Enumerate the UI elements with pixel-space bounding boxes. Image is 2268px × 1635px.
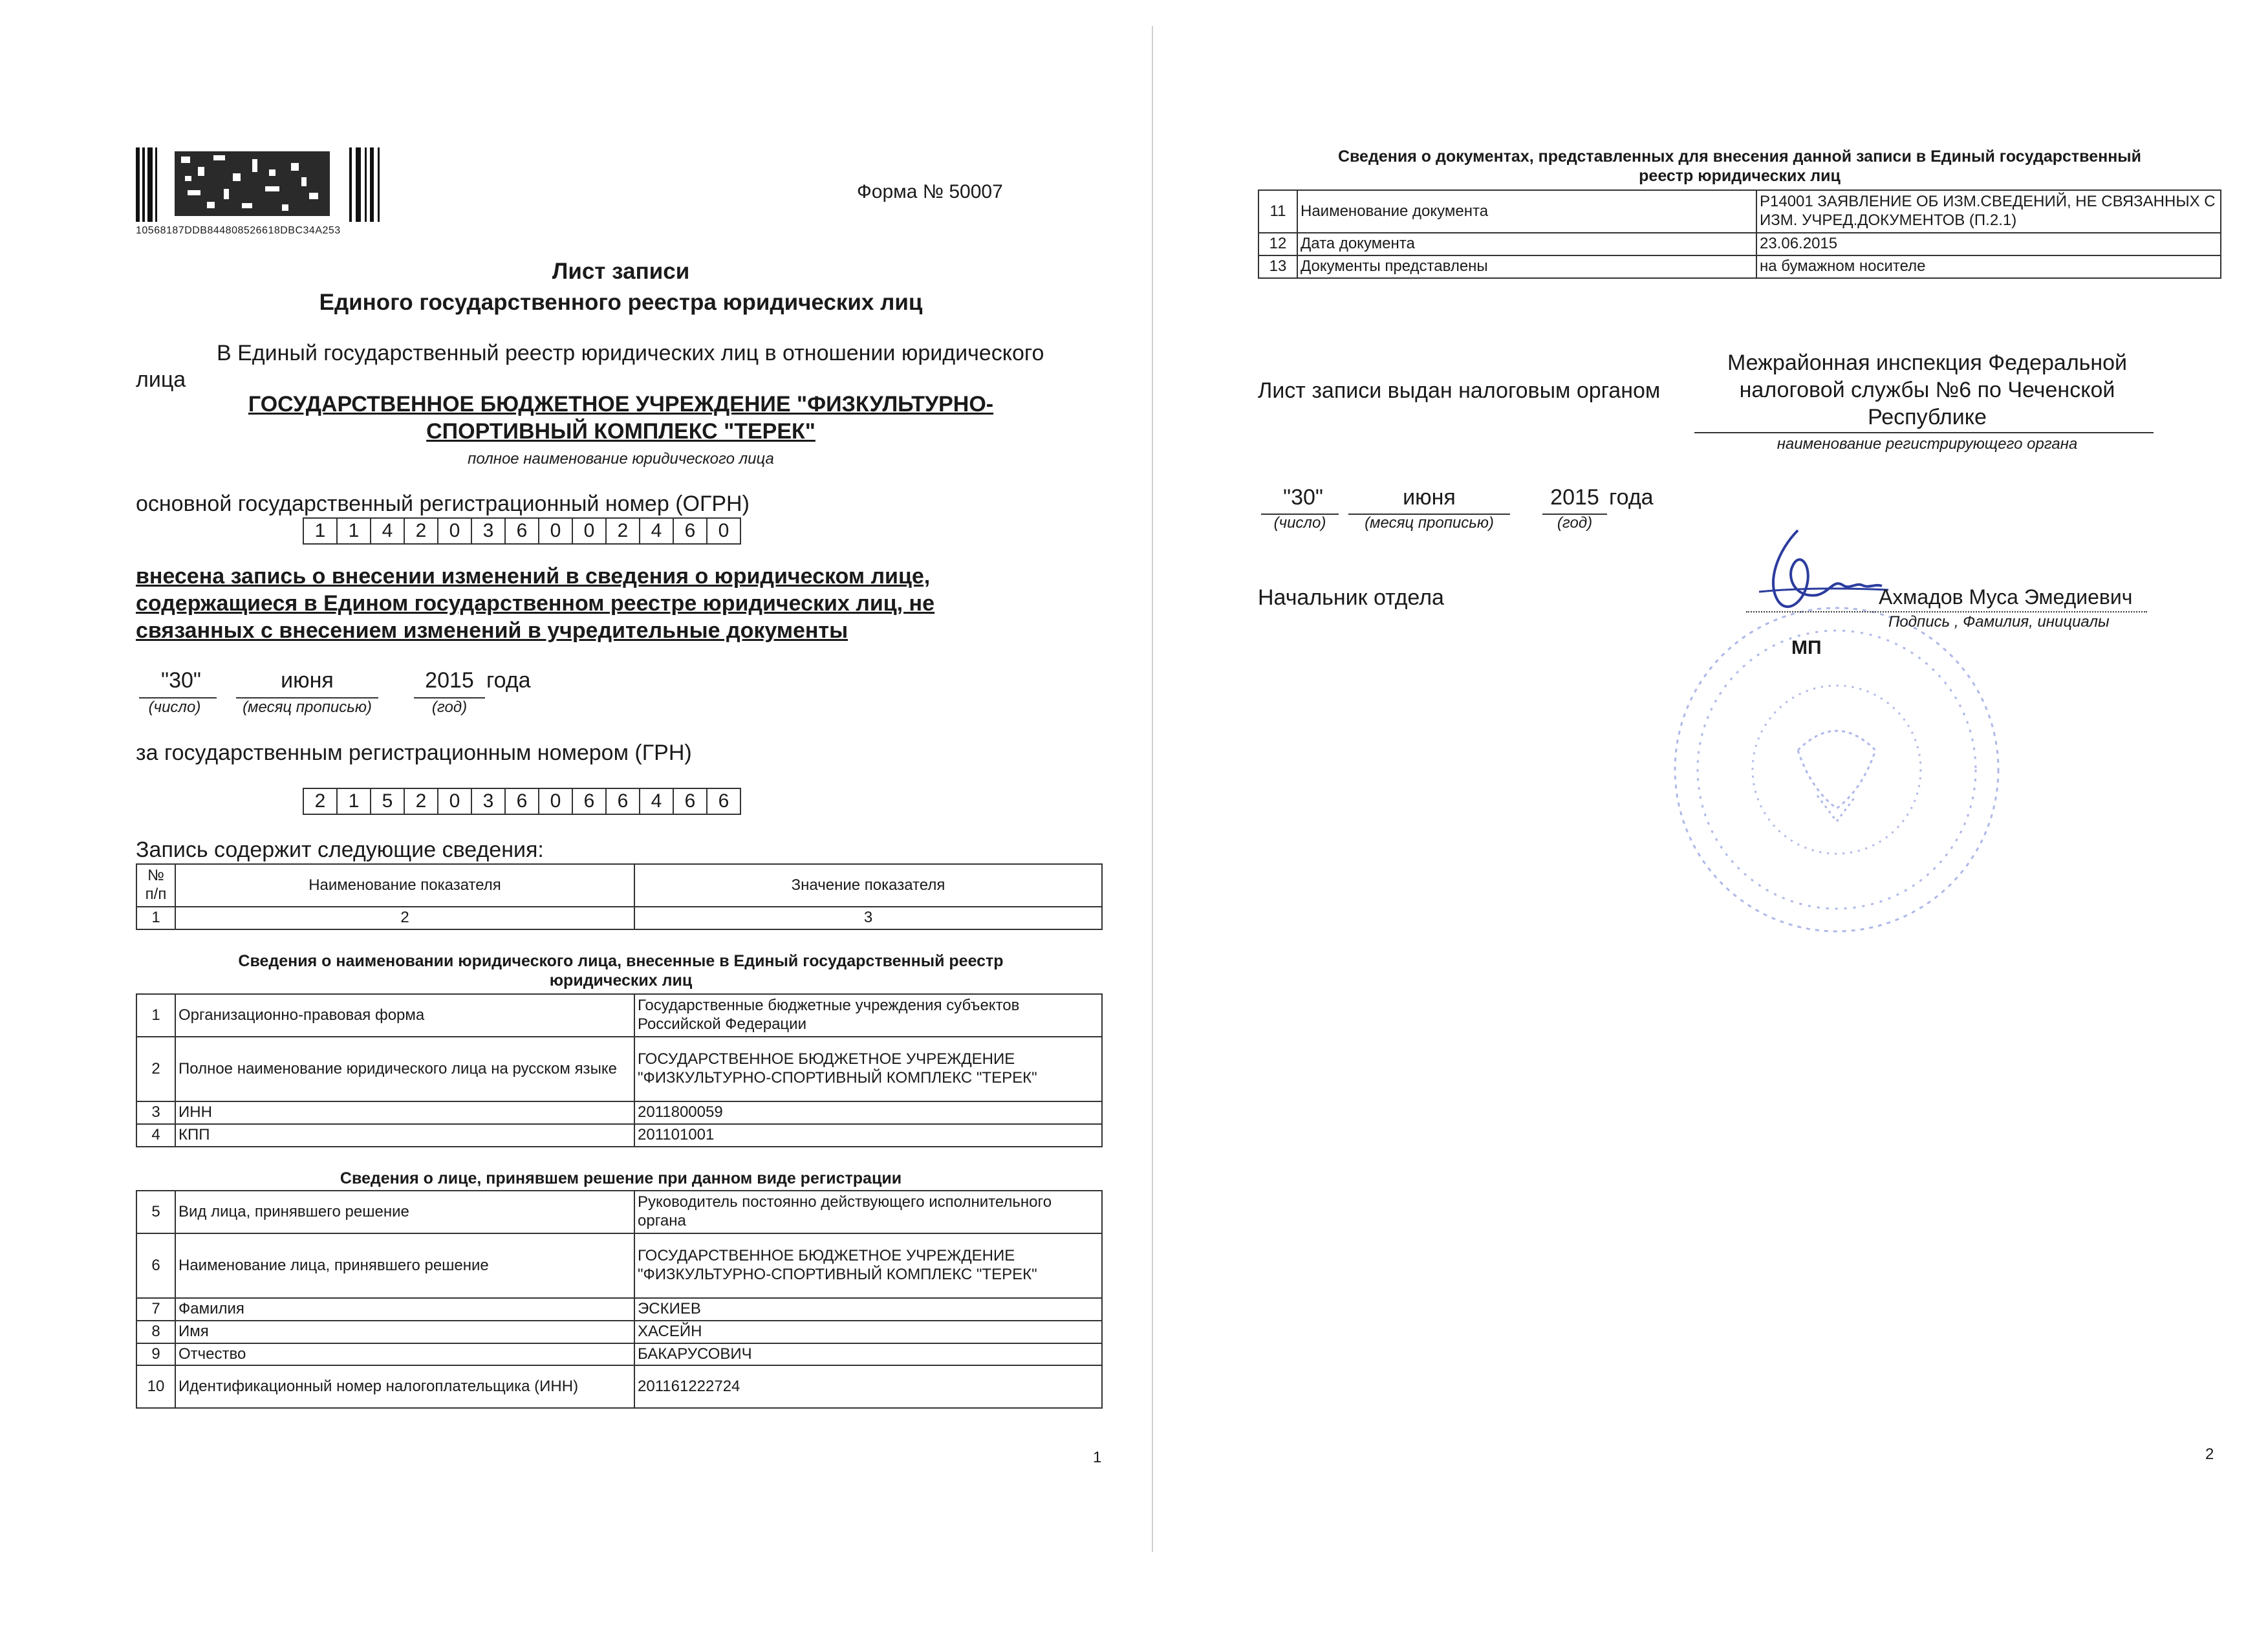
- documents-section-title: Сведения о документах, представленных для внесения данной записи в Единый государственный: [1337, 147, 2142, 166]
- grn-digit: 5: [370, 788, 405, 815]
- official-stamp: [1669, 601, 2005, 938]
- grn-label: за государственным регистрационным номером (ГРН): [136, 741, 692, 765]
- date-year-caption: (год): [431, 698, 468, 716]
- row-name: Наименование лица, принявшего решение: [175, 1233, 634, 1298]
- row-name: Организационно-правовая форма: [175, 994, 634, 1037]
- page-number: 2: [2205, 1446, 2214, 1463]
- entry-text-line1: внесена запись о внесении изменений в сведения о юридическом лице,: [136, 564, 931, 589]
- grn-digit: 2: [404, 788, 438, 815]
- document-title: Лист записи: [552, 259, 690, 284]
- row-number: 11: [1258, 190, 1297, 233]
- intro-text-end: лица: [136, 367, 186, 392]
- row-number: 12: [1258, 233, 1297, 255]
- grn-digit: 6: [706, 788, 741, 815]
- table-row: [136, 1101, 1102, 1124]
- row-value: 23.06.2015: [1756, 233, 2221, 255]
- ogrn-digit: 2: [404, 517, 438, 545]
- header-col-value: Значение показателя: [634, 864, 1102, 907]
- grn-digits: [304, 788, 741, 815]
- section2-table: [136, 1190, 1103, 1409]
- entity-name-line2: СПОРТИВНЫЙ КОМПЛЕКС "ТЕРЕК": [426, 419, 815, 444]
- signer-line: [1746, 611, 2147, 612]
- ogrn-digit: 4: [370, 517, 405, 545]
- row-value: Руководитель постоянно действующего исполнительного органа: [634, 1191, 1102, 1233]
- authority-line: [1694, 432, 2154, 433]
- ogrn-digit: 1: [303, 517, 338, 545]
- row-value: 201101001: [634, 1124, 1102, 1147]
- ogrn-label: основной государственный регистрационный номер (ОГРН): [136, 492, 750, 516]
- grn-digit: 0: [538, 788, 573, 815]
- grn-digit: 3: [471, 788, 506, 815]
- table-row: [136, 1124, 1102, 1147]
- row-number: 13: [1258, 255, 1297, 278]
- row-number: 7: [136, 1298, 175, 1321]
- header-table: [136, 863, 1103, 930]
- table-row: [136, 1191, 1102, 1233]
- header-index-2: 2: [175, 907, 634, 929]
- barcode: [136, 147, 388, 222]
- entry-text-line3: связанных с внесением изменений в учредительные документы: [136, 618, 848, 643]
- grn-digit: 2: [303, 788, 338, 815]
- ogrn-digit: 4: [639, 517, 674, 545]
- grn-digit: 6: [605, 788, 640, 815]
- barcode-graphic: [136, 147, 388, 222]
- grn-digit: 6: [673, 788, 707, 815]
- page-divider: [1152, 26, 1153, 1552]
- header-col-name: Наименование показателя: [175, 864, 634, 907]
- row-value: 2011800059: [634, 1101, 1102, 1124]
- row-value: на бумажном носителе: [1756, 255, 2221, 278]
- table-row: [136, 1365, 1102, 1408]
- grn-digit: 1: [336, 788, 371, 815]
- row-name: Дата документа: [1297, 233, 1756, 255]
- date-day: "30": [1283, 485, 1323, 510]
- date-year: 2015: [425, 668, 474, 693]
- grn-digit: 6: [504, 788, 539, 815]
- authority-name-line3: Республике: [1868, 405, 1987, 429]
- table-row: [136, 994, 1102, 1037]
- row-value: ГОСУДАРСТВЕННОЕ БЮДЖЕТНОЕ УЧРЕЖДЕНИЕ "ФИЗКУЛЬТУРНО-СПОРТИВНЫЙ КОМПЛЕКС "ТЕРЕК": [634, 1037, 1102, 1101]
- row-number: 2: [136, 1037, 175, 1101]
- header-col-number: № п/п: [136, 864, 175, 907]
- section1-title: Сведения о наименовании юридического лица, внесенные в Единый государственный реестр: [238, 952, 1004, 970]
- table-row: [1258, 255, 2221, 278]
- signer-caption: Подпись , Фамилия, инициалы: [1888, 613, 2110, 631]
- stamp-graphic: [1669, 601, 2005, 938]
- table-row: [136, 1037, 1102, 1101]
- header-index-3: 3: [634, 907, 1102, 929]
- table-row: [136, 1233, 1102, 1298]
- table-row: [136, 1343, 1102, 1366]
- grn-digit: 0: [437, 788, 472, 815]
- ogrn-digit: 6: [504, 517, 539, 545]
- record-contains-label: Запись содержит следующие сведения:: [136, 838, 544, 862]
- row-value: 201161222724: [634, 1365, 1102, 1408]
- authority-name-line2: налоговой службы №6 по Чеченской: [1739, 378, 2115, 402]
- ogrn-digit: 0: [572, 517, 607, 545]
- table-row: [136, 1321, 1102, 1343]
- row-value: ХАСЕЙН: [634, 1321, 1102, 1343]
- table-row: [136, 1298, 1102, 1321]
- row-name: Имя: [175, 1321, 634, 1343]
- ogrn-digit: 0: [437, 517, 472, 545]
- documents-section-title-end: реестр юридических лиц: [1639, 167, 1841, 185]
- row-name: Вид лица, принявшего решение: [175, 1191, 634, 1233]
- ogrn-digit: 2: [605, 517, 640, 545]
- authority-caption: наименование регистрирующего органа: [1777, 435, 2078, 453]
- table-row: [1258, 190, 2221, 233]
- intro-text: В Единый государственный реестр юридических лиц в отношении юридического: [217, 341, 1044, 365]
- row-name: Наименование документа: [1297, 190, 1756, 233]
- date-year-caption: (год): [1557, 514, 1593, 532]
- ogrn-digit: 0: [706, 517, 741, 545]
- authority-name-line1: Межрайонная инспекция Федеральной: [1727, 351, 2128, 375]
- row-number: 6: [136, 1233, 175, 1298]
- ogrn-digit: 1: [336, 517, 371, 545]
- ogrn-digits: [304, 517, 741, 545]
- page-number: 1: [1093, 1449, 1102, 1466]
- document-subtitle: Единого государственного реестра юридических лиц: [319, 290, 923, 315]
- date-month-caption: (месяц прописью): [1365, 514, 1494, 532]
- signer-name: Ахмадов Муса Эмедиевич: [1879, 585, 2133, 609]
- row-name: Отчество: [175, 1343, 634, 1366]
- row-value: ГОСУДАРСТВЕННОЕ БЮДЖЕТНОЕ УЧРЕЖДЕНИЕ "ФИЗКУЛЬТУРНО-СПОРТИВНЫЙ КОМПЛЕКС "ТЕРЕК": [634, 1233, 1102, 1298]
- stamp-label: МП: [1791, 637, 1822, 658]
- header-index-1: 1: [136, 907, 175, 929]
- row-number: 5: [136, 1191, 175, 1233]
- date-day-caption: (число): [1273, 514, 1326, 532]
- ogrn-digit: 0: [538, 517, 573, 545]
- row-number: 10: [136, 1365, 175, 1408]
- row-number: 1: [136, 994, 175, 1037]
- section2-title: Сведения о лице, принявшем решение при данном виде регистрации: [340, 1169, 902, 1187]
- table-row: [1258, 233, 2221, 255]
- issued-by-label: Лист записи выдан налоговым органом: [1258, 378, 1661, 403]
- row-name: Фамилия: [175, 1298, 634, 1321]
- grn-digit: 6: [572, 788, 607, 815]
- documents-table: [1258, 189, 2221, 279]
- entity-name-caption: полное наименование юридического лица: [468, 450, 774, 468]
- entity-name-line1: ГОСУДАРСТВЕННОЕ БЮДЖЕТНОЕ УЧРЕЖДЕНИЕ "ФИЗКУЛЬТУРНО-: [248, 392, 994, 417]
- date-year: 2015: [1550, 485, 1599, 510]
- date-suffix: года: [1609, 485, 1654, 510]
- row-value: Государственные бюджетные учреждения субъектов Российской Федерации: [634, 994, 1102, 1037]
- date-day: "30": [161, 668, 201, 693]
- row-value: Р14001 ЗАЯВЛЕНИЕ ОБ ИЗМ.СВЕДЕНИЙ, НЕ СВЯЗАННЫХ С ИЗМ. УЧРЕД.ДОКУМЕНТОВ (П.2.1): [1756, 190, 2221, 233]
- date-suffix: года: [486, 668, 531, 693]
- row-number: 4: [136, 1124, 175, 1147]
- entry-text-line2: содержащиеся в Едином государственном реестре юридических лиц, не: [136, 591, 934, 616]
- date-month: июня: [281, 668, 334, 693]
- ogrn-digit: 6: [673, 517, 707, 545]
- position-title: Начальник отдела: [1258, 585, 1444, 610]
- row-value: БАКАРУСОВИЧ: [634, 1343, 1102, 1366]
- row-name: Идентификационный номер налогоплательщика (ИНН): [175, 1365, 634, 1408]
- grn-digit: 4: [639, 788, 674, 815]
- row-name: КПП: [175, 1124, 634, 1147]
- date-day-caption: (число): [148, 698, 201, 716]
- date-month: июня: [1403, 485, 1456, 510]
- form-number: Форма № 50007: [857, 181, 1003, 202]
- ogrn-digit: 3: [471, 517, 506, 545]
- section1-table: [136, 993, 1103, 1147]
- barcode-number: 10568187DDB844808526618DBC34A253: [136, 225, 341, 236]
- row-value: ЭСКИЕВ: [634, 1298, 1102, 1321]
- row-name: ИНН: [175, 1101, 634, 1124]
- section1-title-end: юридических лиц: [549, 971, 693, 990]
- row-number: 3: [136, 1101, 175, 1124]
- row-number: 8: [136, 1321, 175, 1343]
- date-month-caption: (месяц прописью): [243, 698, 372, 716]
- row-name: Полное наименование юридического лица на русском языке: [175, 1037, 634, 1101]
- row-name: Документы представлены: [1297, 255, 1756, 278]
- row-number: 9: [136, 1343, 175, 1366]
